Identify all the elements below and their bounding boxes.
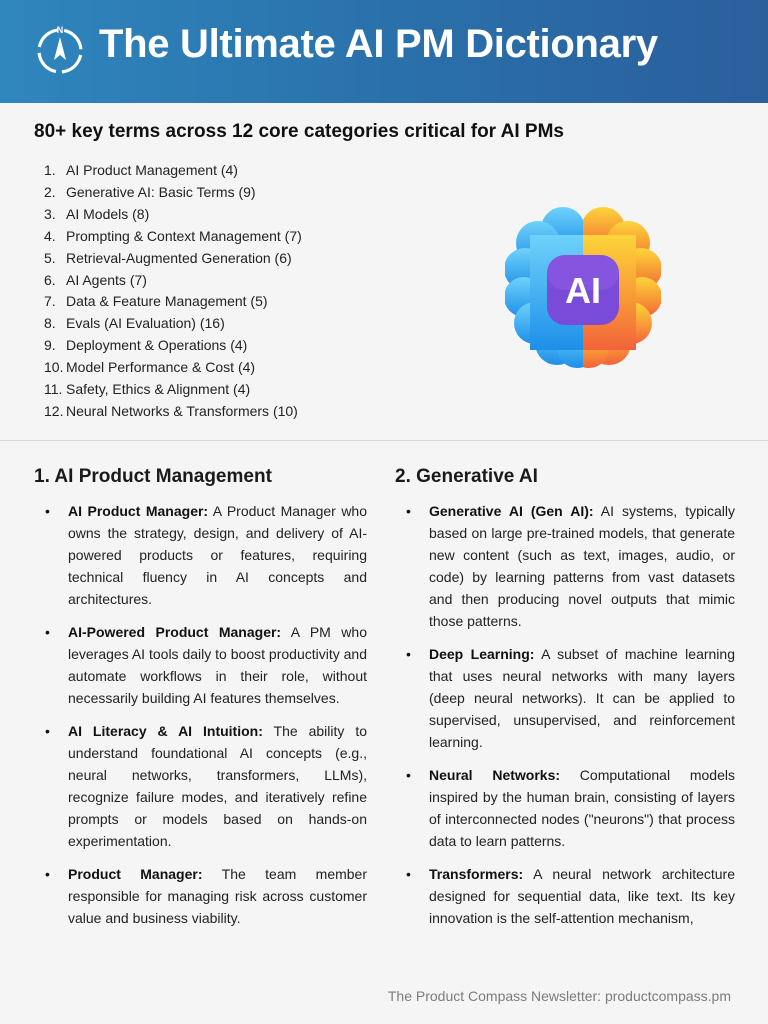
section-ai-product-management — [34, 466, 367, 940]
list-item — [44, 291, 302, 313]
term-name: AI Product Manager: — [68, 503, 209, 519]
list-label: AI Product Management (4) — [66, 162, 238, 178]
term-definition: Computational models inspired by the human brain, consisting of layers of interconnected nodes ("neurons") that process data to learn patterns. — [429, 767, 735, 849]
list-number: 1. — [44, 162, 56, 178]
term-name: AI Literacy & AI Intuition: — [68, 723, 263, 739]
list-item — [44, 182, 302, 204]
term-definition: A PM who leverages AI tools daily to boost productivity and automate workflows in their role, without necessarily building AI features themselves. — [68, 624, 367, 706]
term-item — [34, 621, 367, 709]
list-item — [44, 335, 302, 357]
section-divider — [0, 440, 768, 441]
term-item — [34, 720, 367, 852]
list-label: Retrieval-Augmented Generation (6) — [66, 249, 292, 266]
list-label: AI Agents (7) — [66, 271, 147, 288]
ai-badge-text: AI — [565, 270, 601, 311]
list-item — [44, 248, 302, 270]
list-label: Evals (AI Evaluation) (16) — [66, 315, 225, 332]
term-item — [395, 500, 735, 632]
section-heading: 2. Generative AI — [395, 466, 538, 487]
footer-credit[interactable]: The Product Compass Newsletter: productcompass.pm — [387, 988, 731, 1004]
section-generative-ai — [395, 466, 735, 940]
list-label: Model Performance & Cost (4) — [66, 359, 256, 376]
term-item — [395, 764, 735, 852]
term-definition: A neural network architecture designed for sequential data, like text. Its key innovation is the self-attention mechanism, — [429, 866, 735, 926]
list-item — [44, 270, 302, 292]
list-label: AI Models (8) — [66, 205, 150, 222]
compass-icon — [34, 24, 86, 76]
term-definition: The team member responsible for managing risk across customer value and business viability. — [68, 866, 368, 926]
list-number: 8. — [44, 315, 56, 332]
term-list — [34, 500, 367, 929]
list-number: 5. — [44, 249, 56, 266]
list-number: 7. — [44, 293, 56, 310]
term-definition: A Product Manager who owns the strategy, design, and delivery of AI-powered products or features, requiring technical fluency in AI concepts and architectures. — [68, 503, 367, 607]
ai-brain-icon — [505, 205, 661, 370]
list-item — [44, 401, 302, 423]
section-heading: 1. AI Product Management — [34, 466, 272, 487]
list-label: Safety, Ethics & Alignment (4) — [66, 381, 251, 398]
term-definition: A subset of machine learning that uses neural networks with many layers (deep neural networks). It can be applied to supervised, unsupervised, and reinforcement learning. — [429, 646, 735, 750]
list-label: Neural Networks & Transformers (10) — [66, 402, 298, 419]
header-banner — [0, 0, 768, 103]
term-name: Generative AI (Gen AI): — [429, 503, 594, 519]
term-name: AI-Powered Product Manager: — [68, 624, 282, 640]
list-item — [44, 226, 302, 248]
list-number: 4. — [44, 227, 56, 244]
list-item — [44, 357, 302, 379]
term-item — [395, 643, 735, 753]
list-number: 6. — [44, 271, 56, 288]
term-name: Product Manager: — [68, 866, 203, 882]
term-definition: The ability to understand foundational AI concepts (e.g., neural networks, transformers, LLMs), recognize failure modes, and iteratively refine prompts or models based on hands-on experimentation. — [68, 723, 367, 849]
list-number: 10. — [44, 359, 64, 376]
list-item — [44, 160, 302, 182]
list-number: 9. — [44, 337, 56, 354]
list-number: 12. — [44, 402, 64, 419]
term-name: Neural Networks: — [429, 767, 561, 783]
list-label: Prompting & Context Management (7) — [66, 227, 302, 244]
term-item — [395, 863, 735, 929]
list-number: 3. — [44, 205, 56, 222]
list-label: Generative AI: Basic Terms (9) — [66, 183, 256, 200]
list-number: 11. — [44, 381, 63, 398]
page-subtitle: 80+ key terms across 12 core categories critical for AI PMs — [34, 121, 564, 142]
term-definition: AI systems, typically based on large pre-trained models, that generate new content (such as text, images, audio, or code) by learning patterns from vast datasets and then producing novel outputs that mimic those patterns. — [429, 503, 735, 629]
term-item — [34, 500, 367, 610]
term-name: Deep Learning: — [429, 646, 535, 662]
page-title: The Ultimate AI PM Dictionary — [99, 22, 658, 66]
list-item — [44, 379, 302, 401]
list-label: Data & Feature Management (5) — [66, 293, 268, 310]
category-list — [44, 160, 302, 423]
term-list — [395, 500, 735, 929]
list-item — [44, 313, 302, 335]
list-number: 2. — [44, 183, 56, 200]
term-item — [34, 863, 367, 929]
logo-letter: N — [56, 25, 64, 35]
list-item — [44, 204, 302, 226]
term-name: Transformers: — [429, 866, 524, 882]
list-label: Deployment & Operations (4) — [66, 337, 248, 354]
